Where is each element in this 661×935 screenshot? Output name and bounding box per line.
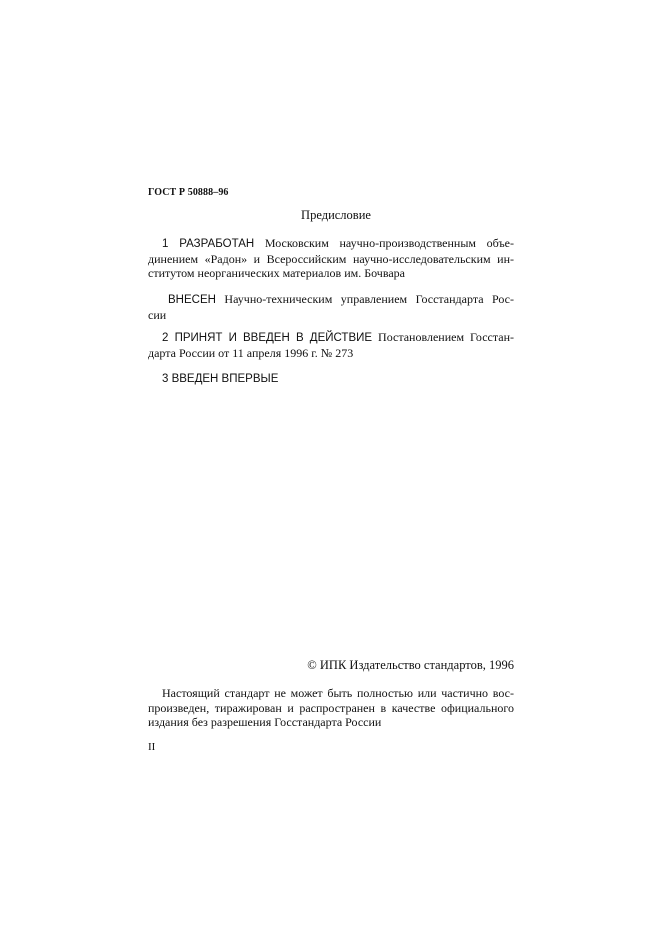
section-line <box>148 292 514 308</box>
section-text: Научно-техническим управлением Госстандарта Рос- <box>215 292 514 306</box>
section-line: динением «Радон» и Всероссийским научно-исследовательским ин- <box>148 251 514 266</box>
copyright-notice: © ИПК Издательство стандартов, 1996 <box>307 658 514 672</box>
section-line: сии <box>148 307 167 322</box>
section-introduced <box>148 292 514 322</box>
document-code: ГОСТ Р 50888–96 <box>148 187 229 198</box>
reproduction-notice <box>148 686 514 730</box>
page-number: II <box>148 741 156 753</box>
section-lead: 2 ПРИНЯТ И ВВЕДЕН В ДЕЙСТВИЕ <box>162 332 373 344</box>
section-text: Московским научно-производственным объе- <box>254 236 514 250</box>
notice-line: произведен, тиражирован и распространен в качестве официального <box>148 700 514 715</box>
section-line <box>148 236 514 252</box>
page-title: Предисловие <box>301 208 371 222</box>
section-lead: 3 ВВЕДЕН ВПЕРВЫЕ <box>162 373 279 385</box>
section-first-introduced <box>148 371 514 387</box>
section-line <box>148 371 514 387</box>
section-text: Постановлением Госстан- <box>372 330 515 344</box>
section-lead: ВНЕСЕН <box>168 294 216 306</box>
section-line <box>148 330 514 346</box>
section-line: дарта России от 11 апреля 1996 г. № 273 <box>148 345 354 360</box>
notice-line: издания без разрешения Госстандарта России <box>148 715 382 730</box>
section-lead: 1 РАЗРАБОТАН <box>162 238 255 250</box>
section-adopted <box>148 330 514 360</box>
section-line: ститутом неорганических материалов им. Бочвара <box>148 266 406 281</box>
section-developed <box>148 236 514 281</box>
notice-line: Настоящий стандарт не может быть полностью или частично вос- <box>162 686 514 700</box>
